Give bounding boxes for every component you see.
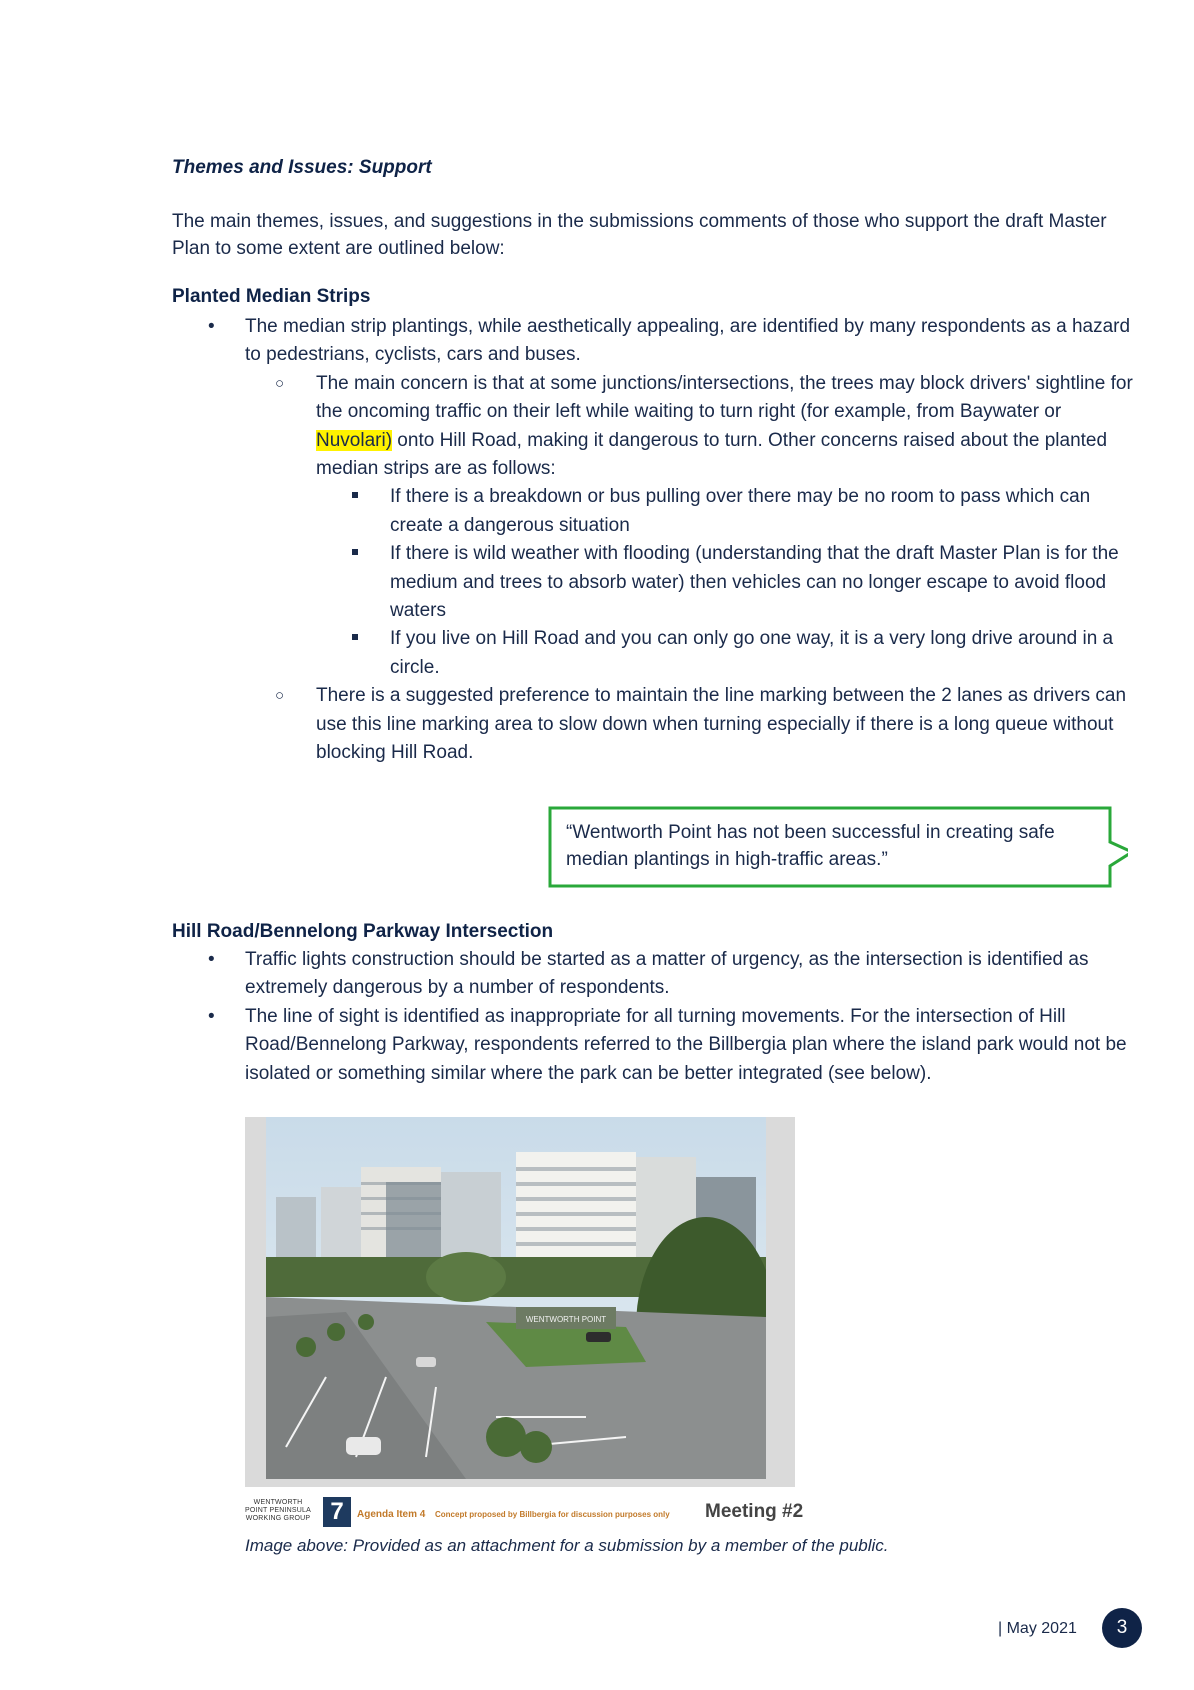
bullet-circle: ○ — [275, 687, 285, 705]
list-item: If there is wild weather with flooding (understanding that the draft Master Plan is for the medium and trees to absorb water) then vehicles can no longer escape to avoid flood waters — [316, 540, 1142, 625]
list-item: If you live on Hill Road and you can only go one way, it is a very long drive around in a circle. — [316, 625, 1142, 682]
concept-note: Concept proposed by Billbergia for discussion purposes only — [435, 1510, 670, 1519]
themes-heading: Themes and Issues: Support — [172, 157, 432, 178]
bullet-dot: • — [208, 1005, 215, 1027]
page-number-badge: 3 — [1102, 1608, 1142, 1648]
list-item: If there is a breakdown or bus pulling over there may be no room to pass which can create a dangerous situation — [316, 483, 1142, 540]
figure-footer — [245, 1495, 805, 1529]
section-heading-median-strips: Planted Median Strips — [172, 286, 371, 307]
quote-callout — [548, 806, 1108, 886]
list-item: • The line of sight is identified as inappropriate for all turning movements. For the intersection of Hill Road/Bennelong Parkway, respondents referred to the Billbergia plan where the island park would not be isolated or something similar where the park can be better integrated (see below). — [172, 1003, 1142, 1088]
quote-text: “Wentworth Point has not been successful in creating safe median plantings in high-traffic areas.” — [566, 822, 1055, 870]
logo-number: 7 — [323, 1497, 351, 1527]
bullet-circle: ○ — [275, 374, 285, 392]
bullet-dot: • — [208, 949, 215, 970]
sign-text: WENTWORTH POINT — [525, 1315, 607, 1324]
bullet-dot: • — [208, 316, 215, 337]
section-heading-intersection: Hill Road/Bennelong Parkway Intersection — [172, 921, 554, 942]
meeting-label: Meeting #2 — [705, 1501, 804, 1522]
bullet-square — [352, 492, 358, 498]
intro-paragraph: The main themes, issues, and suggestions in the submissions comments of those who support the draft Master Plan to some extent are outlined below: — [172, 211, 1107, 259]
agenda-label: Agenda Item 4 — [357, 1509, 426, 1520]
intersection-list — [172, 946, 1142, 1088]
working-group-logo-text: WENTWORTH POINT PENINSULA WORKING GROUP — [245, 1499, 311, 1522]
list-item: • The median strip plantings, while aesthetically appealing, are identified by many respondents as a hazard to pedestrians, cyclists, cars and buses. ○ The main concern is that at some junctions/intersections, the trees may block drivers' sightline for the oncoming traffic on their left while waiting to turn right (for example, from Baywater or Nuvolari) onto Hill Road, making it dangerous to turn. Other concerns raised about the planted median strips are as follows: If there is a breakdown or bus pulling over there may be no room to pass which can create a dangerous situation If there is wild weather with flooding (understanding that the draft Master Plan is for the medium and trees to absorb water) then vehicles can no longer escape to avoid flood waters If you live on Hill Road and you can only go one way, it is a very long drive around in a circle. ○ There is a suggested preference to maintain the line marking between the 2 lanes as drivers can use this line marking area to slow down when turning especially if there is a long queue without blocking Hill Road. — [172, 313, 1142, 768]
intersection-render-image — [266, 1117, 766, 1479]
bullet-square — [352, 634, 358, 640]
median-strips-list — [172, 313, 1142, 768]
list-item: ○ There is a suggested preference to maintain the line marking between the 2 lanes as drivers can use this line marking area to slow down when turning especially if there is a long queue without blocking Hill Road. — [245, 682, 1142, 767]
highlighted-text: Nuvolari) — [316, 429, 393, 451]
footer-date: | May 2021 — [998, 1620, 1077, 1637]
image-caption: Image above: Provided as an attachment for a submission by a member of the public. — [245, 1536, 889, 1555]
bullet-square — [352, 549, 358, 555]
list-item: • Traffic lights construction should be started as a matter of urgency, as the intersection is identified as extremely dangerous by a number of respondents. — [172, 946, 1142, 1003]
concept-image-frame — [245, 1117, 795, 1487]
list-item: ○ The main concern is that at some junctions/intersections, the trees may block drivers' sightline for the oncoming traffic on their left while waiting to turn right (for example, from Baywater or Nuvolari) onto Hill Road, making it dangerous to turn. Other concerns raised about the planted median strips are as follows: If there is a breakdown or bus pulling over there may be no room to pass which can create a dangerous situation If there is wild weather with flooding (understanding that the draft Master Plan is for the medium and trees to absorb water) then vehicles can no longer escape to avoid flood waters If you live on Hill Road and you can only go one way, it is a very long drive around in a circle. — [245, 370, 1142, 682]
